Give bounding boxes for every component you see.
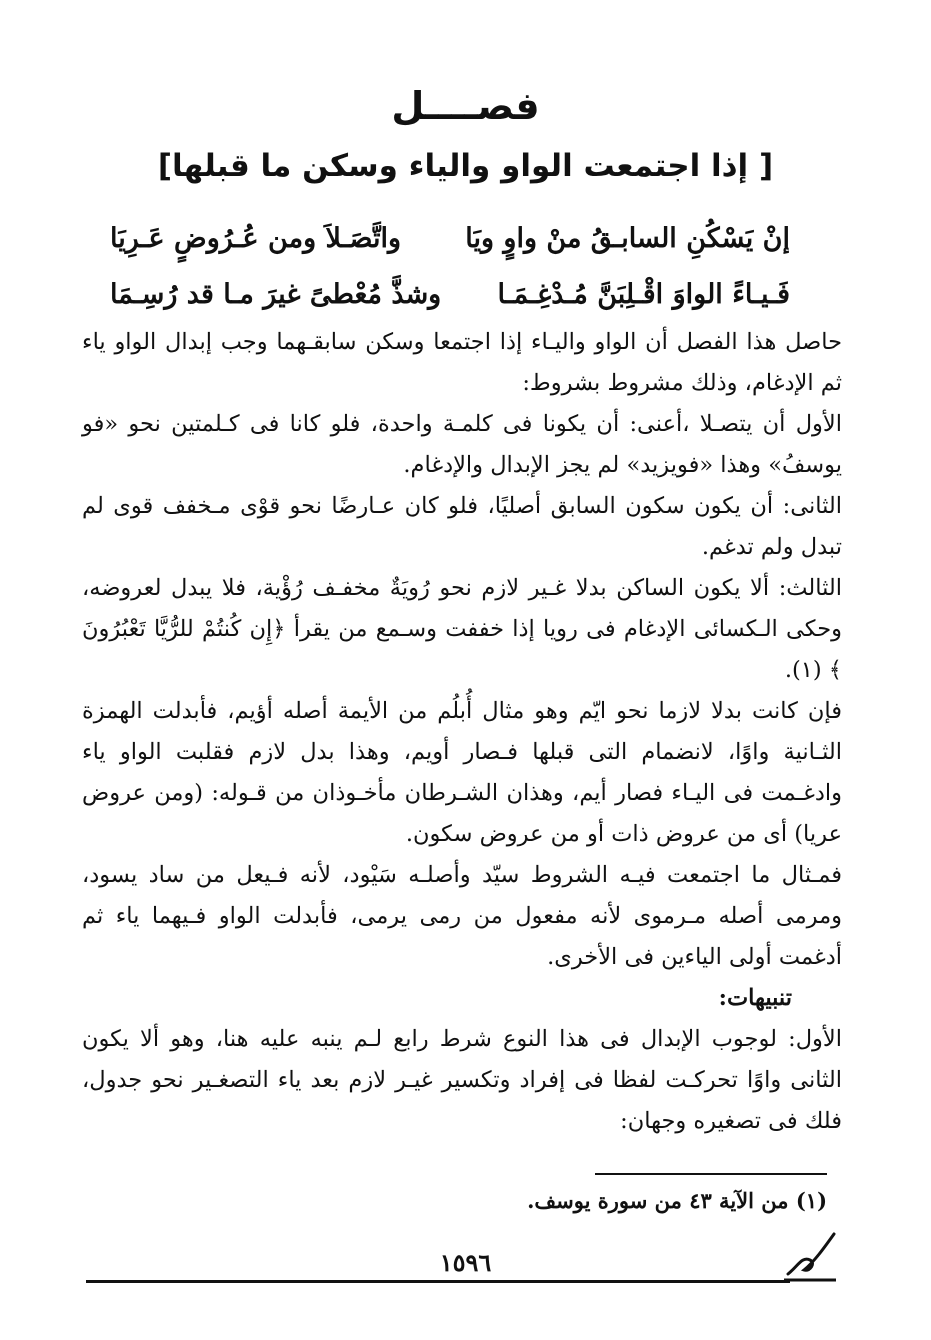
paragraph-condition-second: الثانى: أن يكون سكون السابق أصليًا، فلو كان عـارضًا نحو قوْى مـخفف قوى لم تبدل ولم تدغم.	[82, 493, 842, 560]
paragraph-lazim-example: فإن كانت بدلا لازما نحو ايّم وهو مثال أُبلُم من الأيمة أصله أؤيم، فأبدلت الهمزة الثـانية واوًا، لانضمام التى قبلها فـصار أويم، وهذا بدل لازم فقلبت الواو ياء وادغـمت فى اليـاء فصار أيم، وهذان الشـرطان مأخـوذان من قـوله: (ومن عروض عريا) أى من عروض ذات أو من عروض سكون.	[82, 698, 842, 847]
section-title: فصــــل	[391, 84, 540, 128]
footnote-divider	[595, 1173, 827, 1175]
verse-1-second-hemistich: واتَّصَـلاَ ومن عُـرُوضٍ عَـرِيَا	[110, 222, 402, 254]
page-number: ١٥٩٦	[439, 1248, 492, 1277]
notes-heading: تنبيهات:	[718, 985, 792, 1011]
verse-line-1	[110, 212, 790, 264]
signature-mark-icon	[780, 1226, 840, 1286]
paragraph-summary: حاصل هذا الفصل أن الواو واليـاء إذا اجتمعا وسكن سابقـهما وجب إبدال الواو ياء ثم الإدغام، وذلك مشروط بشروط:	[82, 329, 842, 396]
verse-2-first-hemistich: فَـيـاءً الواوَ اقْـلِبَنَّ مُـدْغِـمَـا	[497, 278, 790, 310]
paragraph-condition-first: الأول أن يتصـلا ،أعنى: أن يكونا فى كلمـة واحدة، فلو كانا فى كـلمتين نحو «فو يوسفُ» وهذا «فويزيد» لم يجز الإبدال والإدغام.	[82, 411, 842, 478]
paragraph-condition-third: الثالث: ألا يكون الساكن بدلا غـير لازم نحو رُويَةٌ مخفـف رُؤْية، فلا يبدل لعروضه، وحكى الـكسائى الإدغام فى رويا إذا خففت وسـمع من يقرأ ﴿إِن كُنتُمْ للرُّيَّا تَعْبُرُونَ ﴾ (١).	[82, 575, 842, 683]
bottom-divider	[86, 1280, 790, 1283]
verse-line-2	[110, 268, 790, 320]
verse-2-second-hemistich: وشذَّ مُعْطىً غيرَ مـا قد رُسِـمَا	[110, 278, 442, 310]
footnote: (١) من الآية ٤٣ من سورة يوسف.	[527, 1188, 827, 1213]
verse-1-first-hemistich: إنْ يَسْكُنِ السابـقُ منْ واوٍ ويَا	[465, 222, 790, 254]
section-subtitle: [ إذا اجتمعت الواو والياء وسكن ما قبلها]	[157, 148, 774, 184]
body-text	[82, 322, 842, 1142]
paragraph-examples: فمـثال ما اجتمعت فيـه الشروط سيّد وأصلـه سَيْود، لأنه فـيعل من ساد يسود، ومرمى أصله مـرموى لأنه مفعول من رمى يرمى، فأبدلت الواو فـيهما ياء ثم أدغمت أولى الياءين فى الأخرى.	[82, 862, 842, 970]
paragraph-note-first: الأول: لوجوب الإبدال فى هذا النوع شرط رابع لـم ينبه عليه هنا، وهو ألا يكون الثانى واوًا تحركـت لفظا فى إفراد وتكسير غيـر لازم بعد ياء التصغـير نحو جدول، فلك فى تصغيره وجهان:	[82, 1026, 842, 1134]
